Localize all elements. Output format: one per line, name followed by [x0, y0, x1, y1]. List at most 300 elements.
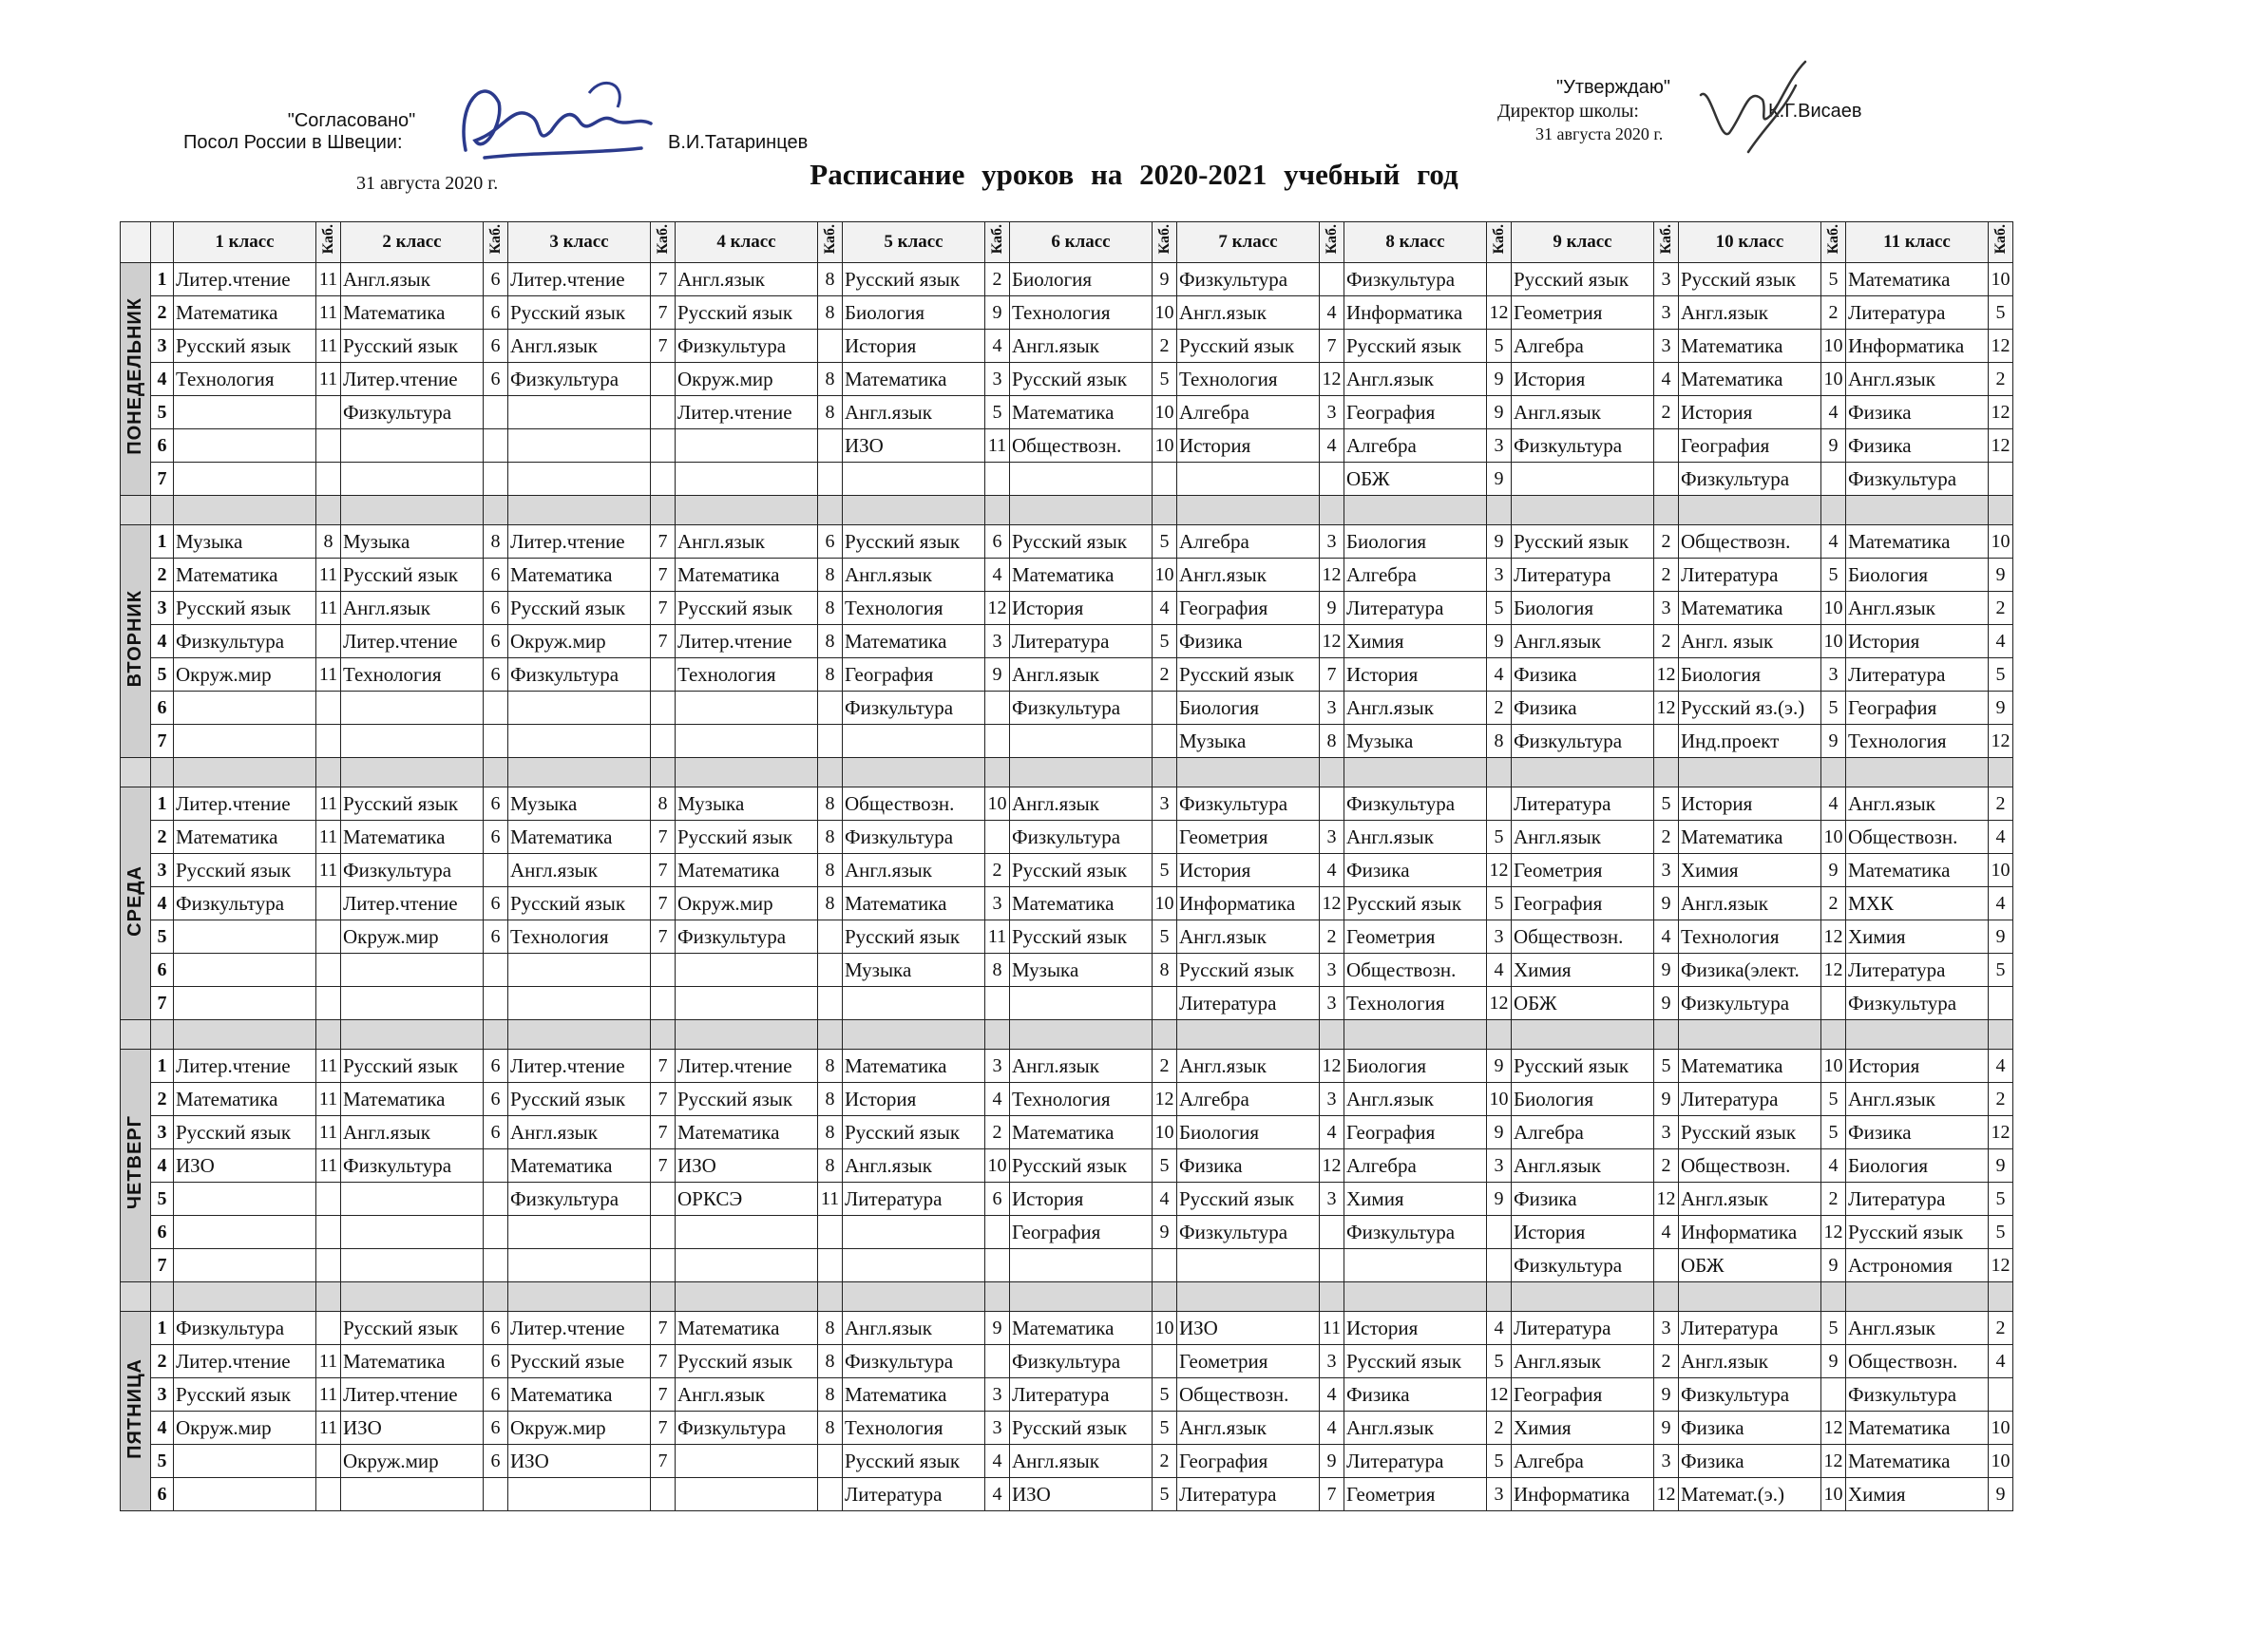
subject-cell: Геометрия	[1344, 920, 1487, 954]
subject-cell: Обществозн.	[1846, 821, 1989, 854]
cabinet-cell: 12	[1153, 1083, 1177, 1116]
lesson-row	[121, 1183, 2013, 1216]
approver-left-name: В.И.Татаринцев	[668, 132, 809, 153]
subject-cell: Физкультура	[1512, 1249, 1654, 1282]
separator-cell	[1010, 1020, 1153, 1050]
cabinet-cell	[316, 725, 341, 758]
cabinet-cell: 10	[1821, 625, 1846, 658]
lesson-row	[121, 887, 2013, 920]
cabinet-cell: 9	[1989, 1149, 2013, 1183]
lesson-number: 1	[151, 787, 174, 821]
cabinet-cell	[316, 396, 341, 429]
subject-cell: Англ.язык	[1679, 1183, 1821, 1216]
subject-cell: Русский язык	[843, 1445, 985, 1478]
kab-header	[484, 222, 508, 263]
cabinet-cell: 11	[316, 592, 341, 625]
cabinet-cell: 6	[484, 1050, 508, 1083]
separator-cell	[1320, 758, 1344, 787]
cabinet-cell: 9	[1487, 1183, 1512, 1216]
cabinet-cell: 9	[1320, 592, 1344, 625]
subject-cell: Литер.чтение	[341, 363, 484, 396]
subject-cell	[341, 1216, 484, 1249]
cabinet-cell: 3	[1654, 296, 1679, 330]
subject-cell: Литература	[843, 1478, 985, 1511]
subject-cell: География	[1010, 1216, 1153, 1249]
lesson-row	[121, 525, 2013, 559]
subject-cell: Окруж.мир	[508, 1412, 651, 1445]
lesson-number: 7	[151, 987, 174, 1020]
cabinet-cell	[316, 463, 341, 496]
subject-cell: Физкультура	[1512, 725, 1654, 758]
cabinet-cell: 9	[1487, 463, 1512, 496]
separator-cell	[1821, 496, 1846, 525]
schedule-table	[120, 221, 2013, 1511]
cabinet-cell	[651, 692, 676, 725]
kab-header	[985, 222, 1010, 263]
lesson-number: 5	[151, 920, 174, 954]
lesson-number: 4	[151, 625, 174, 658]
cabinet-cell: 8	[818, 1149, 843, 1183]
separator-cell	[121, 758, 151, 787]
cabinet-cell: 5	[1821, 1083, 1846, 1116]
cabinet-cell	[316, 887, 341, 920]
subject-cell	[676, 1445, 818, 1478]
subject-cell: Физкультура	[676, 1412, 818, 1445]
cabinet-cell: 5	[1989, 658, 2013, 692]
cabinet-cell: 7	[651, 1445, 676, 1478]
subject-cell: Русский язык	[1344, 1345, 1487, 1378]
cabinet-cell: 3	[1153, 787, 1177, 821]
lesson-number: 3	[151, 592, 174, 625]
cabinet-cell	[484, 463, 508, 496]
subject-cell: История	[843, 330, 985, 363]
separator-cell	[1344, 758, 1487, 787]
subject-cell: Англ.язык	[508, 1116, 651, 1149]
subject-cell: Геометрия	[1177, 1345, 1320, 1378]
subject-cell: Биология	[1177, 1116, 1320, 1149]
separator-cell	[341, 496, 484, 525]
subject-cell	[174, 920, 316, 954]
cabinet-cell: 11	[316, 263, 341, 296]
cabinet-cell: 4	[1153, 592, 1177, 625]
day-separator	[121, 758, 2013, 787]
cabinet-cell: 12	[1821, 1412, 1846, 1445]
cabinet-cell: 11	[316, 1378, 341, 1412]
lesson-number: 4	[151, 887, 174, 920]
cabinet-cell: 4	[1821, 525, 1846, 559]
cabinet-cell	[1320, 263, 1344, 296]
cabinet-cell: 2	[1654, 1345, 1679, 1378]
kab-label: Каб.	[1323, 224, 1340, 255]
subject-cell: География	[1679, 429, 1821, 463]
cabinet-cell: 4	[1320, 1412, 1344, 1445]
cabinet-cell: 9	[1654, 887, 1679, 920]
subject-cell: Англ.язык	[1344, 692, 1487, 725]
separator-cell	[341, 758, 484, 787]
lesson-row	[121, 854, 2013, 887]
subject-cell: История	[1512, 363, 1654, 396]
cabinet-cell: 6	[484, 1378, 508, 1412]
cabinet-cell: 5	[1153, 1378, 1177, 1412]
subject-cell: Литер.чтение	[508, 1050, 651, 1083]
subject-cell: Музыка	[508, 787, 651, 821]
subject-cell: Математика	[1679, 821, 1821, 854]
subject-cell: Русский язык	[341, 559, 484, 592]
separator-cell	[341, 1282, 484, 1312]
subject-cell: Технология	[1177, 363, 1320, 396]
subject-cell: Музыка	[341, 525, 484, 559]
lesson-number: 1	[151, 525, 174, 559]
subject-cell: Геометрия	[1177, 821, 1320, 854]
cabinet-cell	[1153, 725, 1177, 758]
separator-cell	[651, 1282, 676, 1312]
approver-right-title: Директор школы:	[1497, 101, 1639, 122]
cabinet-cell: 3	[1320, 954, 1344, 987]
cabinet-cell	[316, 920, 341, 954]
lesson-number: 3	[151, 854, 174, 887]
subject-cell: История	[1846, 625, 1989, 658]
cabinet-cell: 6	[484, 821, 508, 854]
cabinet-cell: 11	[316, 787, 341, 821]
cabinet-cell: 8	[316, 525, 341, 559]
day-name: ВТОРНИК	[124, 589, 145, 688]
cabinet-cell	[1320, 1216, 1344, 1249]
cabinet-cell: 4	[1487, 954, 1512, 987]
lesson-number: 4	[151, 363, 174, 396]
cabinet-cell: 2	[1821, 887, 1846, 920]
cabinet-cell: 3	[1320, 525, 1344, 559]
date-right: 31 августа 2020 г.	[1535, 124, 1664, 143]
cabinet-cell	[1153, 1249, 1177, 1282]
cabinet-cell	[484, 1183, 508, 1216]
subject-cell: Англ.язык	[1010, 1445, 1153, 1478]
separator-cell	[843, 758, 985, 787]
cabinet-cell	[1153, 463, 1177, 496]
subject-cell	[174, 1478, 316, 1511]
subject-cell: Геометрия	[1512, 296, 1654, 330]
subject-cell	[1177, 1249, 1320, 1282]
cabinet-cell: 4	[1821, 1149, 1846, 1183]
subject-cell: География	[1512, 887, 1654, 920]
cabinet-cell: 10	[1153, 429, 1177, 463]
subject-cell: Химия	[1846, 1478, 1989, 1511]
lesson-row	[121, 396, 2013, 429]
subject-cell: Русский язык	[1512, 525, 1654, 559]
separator-cell	[151, 1020, 174, 1050]
subject-cell: Литер.чтение	[174, 1050, 316, 1083]
cabinet-cell: 2	[1320, 920, 1344, 954]
subject-cell: Обществозн.	[1344, 954, 1487, 987]
subject-cell: Математика	[174, 559, 316, 592]
subject-cell: Биология	[1010, 263, 1153, 296]
cabinet-cell	[1320, 787, 1344, 821]
lesson-number: 2	[151, 1083, 174, 1116]
subject-cell: Русский язык	[1010, 525, 1153, 559]
subject-cell: История	[1177, 854, 1320, 887]
subject-cell	[1512, 463, 1654, 496]
subject-cell: Литература	[1010, 625, 1153, 658]
cabinet-cell: 9	[1487, 1050, 1512, 1083]
cabinet-cell: 5	[1989, 954, 2013, 987]
class-header: 7 класс	[1177, 222, 1320, 263]
separator-cell	[1010, 496, 1153, 525]
subject-cell: Обществозн.	[1679, 525, 1821, 559]
subject-cell: Алгебра	[1344, 1149, 1487, 1183]
subject-cell: Литер.чтение	[508, 263, 651, 296]
subject-cell: Физкультура	[174, 1312, 316, 1345]
subject-cell: Литература	[1512, 787, 1654, 821]
subject-cell: Физика	[1846, 429, 1989, 463]
separator-cell	[484, 1282, 508, 1312]
cabinet-cell: 2	[1654, 525, 1679, 559]
separator-cell	[1320, 496, 1344, 525]
cabinet-cell	[316, 987, 341, 1020]
subject-cell	[1010, 725, 1153, 758]
cabinet-cell: 10	[985, 1149, 1010, 1183]
subject-cell: Физика	[1679, 1412, 1821, 1445]
cabinet-cell: 3	[985, 363, 1010, 396]
subject-cell: Технология	[1679, 920, 1821, 954]
separator-cell	[121, 1282, 151, 1312]
cabinet-cell	[316, 1445, 341, 1478]
kab-label: Каб.	[1490, 224, 1507, 255]
subject-cell: Математика	[1010, 1116, 1153, 1149]
subject-cell: Физкультура	[1344, 263, 1487, 296]
subject-cell: Русский язык	[508, 887, 651, 920]
separator-cell	[1846, 1282, 1989, 1312]
cabinet-cell: 2	[1153, 330, 1177, 363]
cabinet-cell: 2	[985, 854, 1010, 887]
class-header: 4 класс	[676, 222, 818, 263]
cabinet-cell: 7	[651, 263, 676, 296]
subject-cell	[341, 692, 484, 725]
cabinet-cell: 2	[1654, 821, 1679, 854]
cabinet-cell: 11	[316, 1412, 341, 1445]
cabinet-cell: 8	[818, 854, 843, 887]
cabinet-cell: 4	[1487, 1312, 1512, 1345]
subject-cell: Химия	[1679, 854, 1821, 887]
kab-header	[1821, 222, 1846, 263]
subject-cell: Русский язык	[341, 1312, 484, 1345]
subject-cell: Окруж.мир	[676, 887, 818, 920]
cabinet-cell: 10	[1989, 263, 2013, 296]
subject-cell: Физкультура	[843, 821, 985, 854]
cabinet-cell: 5	[1153, 920, 1177, 954]
cabinet-cell: 9	[985, 658, 1010, 692]
cabinet-cell: 5	[1153, 363, 1177, 396]
cabinet-cell: 3	[1487, 1149, 1512, 1183]
separator-cell	[174, 1020, 316, 1050]
subject-cell: Русский язык	[174, 1116, 316, 1149]
subject-cell	[676, 692, 818, 725]
cabinet-cell	[316, 692, 341, 725]
subject-cell: Англ.язык	[341, 1116, 484, 1149]
subject-cell: Математика	[341, 296, 484, 330]
lesson-number: 2	[151, 821, 174, 854]
separator-cell	[174, 1282, 316, 1312]
subject-cell	[341, 1249, 484, 1282]
cabinet-cell: 6	[484, 1083, 508, 1116]
cabinet-cell: 5	[1821, 1312, 1846, 1345]
kab-header	[1989, 222, 2013, 263]
cabinet-cell: 2	[1487, 1412, 1512, 1445]
day-name-cell	[121, 263, 151, 496]
cabinet-cell: 3	[1821, 658, 1846, 692]
cabinet-cell	[818, 1216, 843, 1249]
cabinet-cell: 10	[1153, 887, 1177, 920]
cabinet-cell: 12	[1821, 954, 1846, 987]
cabinet-cell: 8	[818, 658, 843, 692]
separator-cell	[484, 758, 508, 787]
subject-cell: ОБЖ	[1512, 987, 1654, 1020]
subject-cell	[174, 463, 316, 496]
subject-cell: Физкультура	[676, 920, 818, 954]
subject-cell: Обществозн.	[1846, 1345, 1989, 1378]
cabinet-cell: 5	[1487, 821, 1512, 854]
separator-cell	[1344, 1020, 1487, 1050]
cabinet-cell	[1989, 1378, 2013, 1412]
subject-cell: Математика	[341, 1345, 484, 1378]
cabinet-cell: 6	[484, 920, 508, 954]
cabinet-cell: 12	[985, 592, 1010, 625]
subject-cell: География	[1512, 1378, 1654, 1412]
cabinet-cell: 3	[1654, 592, 1679, 625]
subject-cell	[843, 1249, 985, 1282]
subject-cell: Литература	[1010, 1378, 1153, 1412]
lesson-row	[121, 1116, 2013, 1149]
subject-cell: Физкультура	[341, 1149, 484, 1183]
subject-cell: Биология	[1512, 1083, 1654, 1116]
subject-cell: Математика	[1010, 1312, 1153, 1345]
separator-cell	[985, 758, 1010, 787]
cabinet-cell: 12	[1989, 725, 2013, 758]
cabinet-cell: 8	[818, 1116, 843, 1149]
cabinet-cell	[1487, 1216, 1512, 1249]
cabinet-cell: 6	[484, 592, 508, 625]
cabinet-cell: 5	[1989, 296, 2013, 330]
kab-header	[651, 222, 676, 263]
subject-cell: Русский язык	[508, 592, 651, 625]
day-separator	[121, 496, 2013, 525]
subject-cell: ИЗО	[1177, 1312, 1320, 1345]
cabinet-cell: 8	[818, 592, 843, 625]
cabinet-cell: 5	[1153, 1412, 1177, 1445]
cabinet-cell: 10	[1821, 1050, 1846, 1083]
subject-cell: Музыка	[1344, 725, 1487, 758]
separator-cell	[174, 496, 316, 525]
subject-cell: Литература	[1344, 592, 1487, 625]
subject-cell: Англ.язык	[843, 1312, 985, 1345]
subject-cell: Русский язык	[1010, 1149, 1153, 1183]
separator-cell	[1344, 1282, 1487, 1312]
subject-cell	[174, 429, 316, 463]
cabinet-cell: 6	[484, 363, 508, 396]
cabinet-cell	[484, 1249, 508, 1282]
subject-cell: Математика	[508, 1378, 651, 1412]
cabinet-cell: 8	[818, 296, 843, 330]
cabinet-cell: 11	[316, 296, 341, 330]
subject-cell: Математика	[676, 854, 818, 887]
subject-cell: ИЗО	[174, 1149, 316, 1183]
separator-cell	[1487, 496, 1512, 525]
separator-cell	[151, 496, 174, 525]
subject-cell: Алгебра	[1177, 1083, 1320, 1116]
cabinet-cell	[1487, 787, 1512, 821]
subject-cell: Физкультура	[1846, 987, 1989, 1020]
subject-cell: Литература	[1679, 1083, 1821, 1116]
cabinet-cell: 12	[1654, 658, 1679, 692]
subject-cell: ИЗО	[676, 1149, 818, 1183]
cabinet-cell: 8	[818, 887, 843, 920]
subject-cell: Математика	[1010, 559, 1153, 592]
lesson-row	[121, 330, 2013, 363]
cabinet-cell: 2	[1153, 658, 1177, 692]
cabinet-cell: 7	[651, 821, 676, 854]
class-header: 5 класс	[843, 222, 985, 263]
cabinet-cell: 4	[1989, 625, 2013, 658]
lesson-row	[121, 1378, 2013, 1412]
cabinet-cell: 5	[1487, 1445, 1512, 1478]
day-name: ПОНЕДЕЛЬНИК	[124, 297, 145, 455]
lesson-number: 6	[151, 1478, 174, 1511]
cabinet-cell: 4	[1821, 396, 1846, 429]
cabinet-cell: 5	[1153, 525, 1177, 559]
subject-cell: Физкультура	[508, 1183, 651, 1216]
subject-cell: Музыка	[676, 787, 818, 821]
subject-cell: Русский язык	[341, 1050, 484, 1083]
subject-cell: Инд.проект	[1679, 725, 1821, 758]
cabinet-cell: 12	[1989, 396, 2013, 429]
subject-cell	[341, 987, 484, 1020]
lesson-number: 7	[151, 463, 174, 496]
subject-cell	[341, 725, 484, 758]
subject-cell: Англ.язык	[1846, 1083, 1989, 1116]
subject-cell: Англ.язык	[843, 1149, 985, 1183]
subject-cell: Физкультура	[1679, 463, 1821, 496]
cabinet-cell: 10	[1821, 330, 1846, 363]
subject-cell: Русский язык	[1010, 1412, 1153, 1445]
separator-cell	[1679, 1282, 1821, 1312]
lesson-row	[121, 296, 2013, 330]
subject-cell: Алгебра	[1177, 396, 1320, 429]
cabinet-cell: 8	[1320, 725, 1344, 758]
subject-cell: Окруж.мир	[508, 625, 651, 658]
cabinet-cell: 7	[1320, 330, 1344, 363]
cabinet-cell: 11	[316, 854, 341, 887]
subject-cell: Математика	[508, 1149, 651, 1183]
subject-cell: Русский язык	[1010, 363, 1153, 396]
subject-cell: Литература	[1846, 1183, 1989, 1216]
cabinet-cell: 11	[316, 1149, 341, 1183]
subject-cell	[676, 725, 818, 758]
cabinet-cell: 6	[818, 525, 843, 559]
cabinet-cell: 12	[1654, 692, 1679, 725]
cabinet-cell: 11	[316, 821, 341, 854]
corner-cell	[121, 222, 151, 263]
subject-cell: Физкультура	[1010, 821, 1153, 854]
cabinet-cell	[651, 429, 676, 463]
class-header: 6 класс	[1010, 222, 1153, 263]
cabinet-cell: 10	[1153, 1312, 1177, 1345]
cabinet-cell: 2	[1989, 1083, 2013, 1116]
subject-cell: Алгебра	[1512, 1116, 1654, 1149]
subject-cell: Русский язык	[1679, 263, 1821, 296]
class-header: 1 класс	[174, 222, 316, 263]
separator-cell	[1679, 496, 1821, 525]
cabinet-cell: 11	[316, 363, 341, 396]
class-header: 2 класс	[341, 222, 484, 263]
subject-cell	[174, 1445, 316, 1478]
